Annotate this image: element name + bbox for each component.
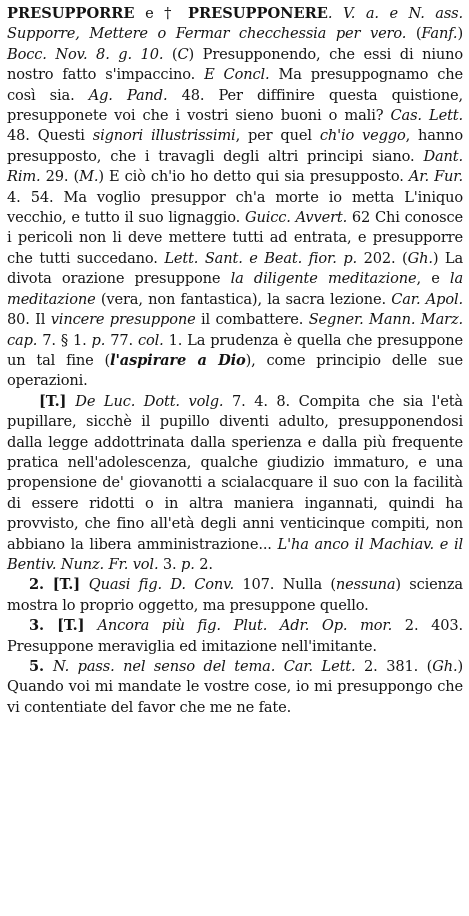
text-run: Car. Apol.	[391, 290, 463, 308]
text-run: , per quel	[235, 127, 320, 145]
text-run: nessuna	[335, 576, 396, 594]
text-run: 77.	[105, 331, 138, 349]
text-run: il combattere.	[195, 311, 309, 329]
text-run: vincere presuppone	[50, 311, 196, 329]
text-run: 62 Chi conosce i pericoli non li deve mettere tutti ad entrata, e presupporre che tutti succedano.	[7, 209, 463, 267]
text-run: Fanf.	[421, 25, 458, 43]
text-run: 7. 4. 8. Compita che sia l'età pupillare, sicchè il pupillo diventi adulto, presupponendosi dalla legge addottrinata dalla sperienza e dalla più frequente pratica nell'adolescenza, qualche giudizio immaturo, e una propensione de' giovanotti a scialacquare il suo con la facilità di essere ridotti o in altra maniera ingannati, quindi ha provvisto, che fino all'età degli anni venticinque compiti, non abbiano la libera amministrazione...	[7, 392, 463, 553]
definition: Supporre, Mettere o Fermar checchessia per vero.	[7, 25, 407, 43]
text-run: , e	[416, 270, 450, 288]
text-run: [T.]	[52, 576, 89, 594]
text-run: 5.	[29, 658, 53, 675]
text-run: Gh.	[407, 249, 433, 267]
text-run: (	[406, 25, 422, 43]
text-run: Segner. Mann. Marz. cap.	[7, 311, 463, 349]
sense-3	[7, 616, 463, 657]
text-run: Gh.	[432, 658, 458, 675]
text-run: 3.	[29, 617, 58, 635]
text-run: l'aspirare a Dio	[110, 351, 246, 369]
text-run: ) scienza mostra lo proprio oggetto, ma presuppone quello.	[7, 576, 463, 614]
entry-intro	[7, 4, 463, 392]
text-run: 107. Nulla (	[234, 576, 336, 594]
text-run: De Luc. Dott. volg.	[75, 392, 224, 410]
text-run: )	[457, 25, 463, 43]
text-run: Bocc. Nov. 8. g. 10.	[7, 45, 164, 63]
sense-5	[7, 657, 463, 718]
text-run: (vera, non fantastica), la sacra lezione.	[95, 290, 392, 308]
text-run: p.	[91, 331, 106, 349]
text-run: N. pass. nel senso del tema. Car. Lett.	[52, 658, 356, 675]
text-run: 202. (	[357, 249, 408, 267]
text-run: Ma presuppognamo che così sia.	[7, 66, 463, 104]
citations-intro	[7, 25, 463, 389]
text-run: Cas. Lett.	[390, 107, 463, 125]
text-run: Dant. Rim.	[7, 147, 463, 186]
text-run: col.	[137, 331, 164, 349]
text-run: [T.]	[57, 617, 98, 635]
text-run: Ag. Pand.	[88, 86, 168, 104]
text-run: C	[177, 45, 189, 63]
text-run: 4. 54. Ma voglio presuppor ch'a morte io metta L'iniquo vecchio, e tutto il suo lignaggio.	[7, 188, 463, 227]
text-run: 48. Per diffinire questa quistione, presupponete voi che i vostri sieno buoni o mali?	[7, 86, 463, 125]
text-run: E Concl.	[204, 66, 270, 84]
headword-variant: PRESUPPONERE	[188, 5, 328, 22]
text-run: ) Quando voi mi mandate le vostre cose, io mi presuppongo che vi contentiate del favor che me ne fate.	[7, 658, 463, 716]
text-run: [T.]	[39, 392, 76, 410]
text-run: Ancora più fig. Plut. Adr. Op. mor.	[97, 617, 393, 635]
text-run: 2. 381. (	[355, 658, 433, 675]
text-run: 3.	[158, 555, 182, 573]
text-run: (	[163, 45, 178, 63]
text-run: 48. Questi	[7, 127, 93, 145]
text-run: ), come principio delle sue operazioni.	[7, 351, 463, 390]
text-run: 2.	[194, 555, 213, 573]
text-run: 29. (	[40, 168, 80, 186]
text-run: 80. Il	[7, 311, 51, 329]
text-run: 2.	[29, 576, 53, 594]
text-run: ) E ciò ch'io ho detto qui sia presupposto.	[98, 168, 409, 186]
text-run: , hanno presupposto, che i travagli degli altri principi siano.	[7, 127, 463, 165]
text-run: Ar. Fur.	[408, 168, 464, 186]
text-run: p.	[181, 555, 195, 573]
sense-2	[7, 575, 463, 616]
sense-T	[7, 392, 463, 576]
text-run: 7. § 1.	[37, 331, 92, 349]
text-run: la diligente meditazione	[230, 270, 417, 288]
grammar-label: . V. a. e N. ass.	[327, 5, 463, 22]
text-run: 1. La prudenza è quella che presuppone un tal fine (	[7, 331, 463, 369]
text-run: ch'io veggo	[319, 127, 406, 145]
text-run: la meditazione	[7, 270, 463, 308]
headword: PRESUPPORRE	[7, 5, 135, 22]
text-run: signori illustrissimi	[92, 127, 236, 145]
headword-conjunction: e †	[134, 5, 188, 22]
text-run: Lett. Sant. e Beat. fior. p.	[164, 249, 358, 267]
text-run: ) Presupponendo, che essi di niuno nostro fatto s'impaccino.	[7, 45, 464, 84]
text-run: M.	[79, 168, 99, 186]
text-run: 2. 403. Presuppone meraviglia ed imitazione nell'imitante.	[7, 617, 464, 655]
text-run: L'ha anco il Machiav. e il Bentiv. Nunz. Fr. vol.	[7, 535, 463, 573]
text-run: Guicc. Avvert.	[244, 209, 348, 227]
text-run: Quasi fig. D. Conv.	[88, 576, 234, 594]
text-run: ) La divota orazione presuppone	[7, 249, 464, 288]
